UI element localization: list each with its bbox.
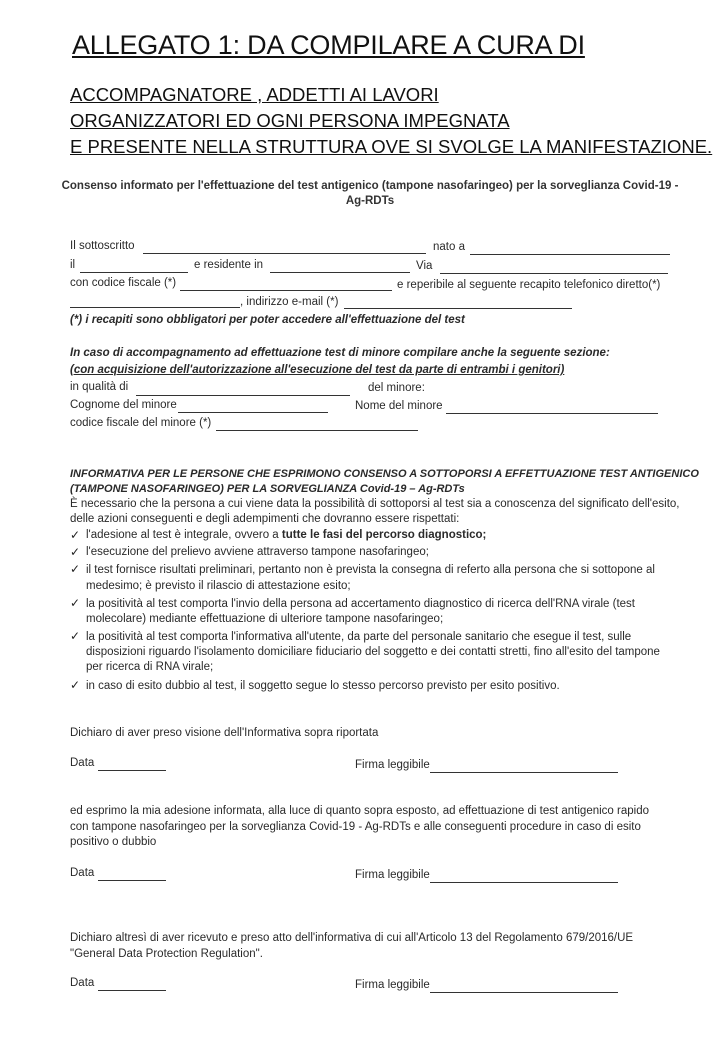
declaration-3-line-1: Dichiaro altresì di aver ricevuto e preso atto dell'informativa di cui all'Articolo 13 del Regolamento 679/2016/UE — [70, 932, 634, 944]
informativa-item-4-line-1: la positività al test comporta l'invio della persona ad accertamento diagnostico di ricerca dell'RNA virale (test — [86, 598, 635, 610]
informativa-item-5-line-2: disposizioni riguardo l'isolamento domiciliare fiduciario del soggetto e dei contatti stretti, fino all'esito del tampone — [86, 646, 660, 658]
field-qualita[interactable] — [136, 395, 350, 396]
field-nome-minore[interactable] — [446, 413, 658, 414]
field-data-3[interactable] — [98, 990, 166, 991]
field-data-1[interactable] — [98, 770, 166, 771]
consent-title-line-2: Ag-RDTs — [345, 195, 395, 207]
check-icon: ✓ — [70, 596, 81, 610]
document-title: ALLEGATO 1: DA COMPILARE A CURA DI — [72, 30, 585, 60]
label-residente-in: e residente in — [194, 259, 264, 271]
field-firma-1[interactable] — [430, 772, 618, 773]
label-qualita: in qualità di — [70, 381, 129, 393]
check-icon: ✓ — [70, 562, 81, 576]
label-via: Via — [416, 260, 433, 272]
field-firma-2[interactable] — [430, 882, 618, 883]
label-nato-a: nato a — [433, 241, 465, 253]
informativa-heading-line-2: (TAMPONE NASOFARINGEO) PER LA SORVEGLIANZA Covid-19 – Ag-RDTs — [70, 483, 465, 495]
informativa-item-5-line-1: la positività al test comporta l'informativa all'utente, da parte del personale sanitario che esegue il test, sulle — [86, 631, 632, 643]
check-icon: ✓ — [70, 629, 81, 643]
label-firma-2: Firma leggibile — [355, 869, 430, 881]
label-email: , indirizzo e-mail (*) — [240, 296, 339, 308]
declaration-3-line-2: "General Data Protection Regulation". — [70, 948, 263, 960]
header-line-4: E PRESENTE NELLA STRUTTURA OVE SI SVOLGE LA MANIFESTAZIONE. — [70, 136, 713, 157]
check-icon: ✓ — [70, 678, 81, 692]
informativa-item-4-line-2: molecolare) mediante effettuazione di ulteriore tampone nasofaringeo; — [86, 613, 444, 625]
field-cognome-minore[interactable] — [178, 412, 328, 413]
field-firma-3[interactable] — [430, 992, 618, 993]
consent-title-line-1: Consenso informato per l'effettuazione del test antigenico (tampone nasofaringeo) per la sorveglianza Covid-19 - — [61, 180, 679, 192]
declaration-2-line-2: con tampone nasofaringeo per la sorveglianza Covid-19 - Ag-RDTs e alle conseguenti procedure in caso di esito — [70, 821, 641, 833]
label-del-minore: del minore: — [368, 382, 425, 394]
informativa-item-6: in caso di esito dubbio al test, il soggetto segue lo stesso percorso previsto per esito positivo. — [86, 680, 560, 692]
field-cf-minore[interactable] — [216, 430, 418, 431]
label-nome-minore: Nome del minore — [355, 400, 443, 412]
field-email[interactable] — [344, 308, 572, 309]
informativa-intro-line-1: È necessario che la persona a cui viene data la possibilità di sottoporsi al test sia a conoscenza del significato dell'esito, — [70, 498, 680, 510]
label-firma-1: Firma leggibile — [355, 759, 430, 771]
informativa-item-1 — [86, 529, 486, 541]
item-1-bold-text: tutte le fasi del percorso diagnostico; — [281, 529, 487, 541]
field-residenza[interactable] — [270, 272, 410, 273]
label-data-1: Data — [70, 757, 95, 769]
minor-section-subheading: (con acquisizione dell'autorizzazione all'esecuzione del test da parte di entrambi i genitori) — [70, 364, 565, 376]
informativa-item-2: l'esecuzione del prelievo avviene attraverso tampone nasofaringeo; — [86, 546, 429, 558]
informativa-item-5-line-3: per ricerca di RNA virale; — [86, 661, 214, 673]
field-codice-fiscale[interactable] — [180, 290, 392, 291]
declaration-2-line-1: ed esprimo la mia adesione informata, alla luce di quanto sopra esposto, ad effettuazione di test antigenico rapido — [70, 805, 649, 817]
field-telefono[interactable] — [70, 307, 240, 308]
declaration-1: Dichiaro di aver preso visione dell'Informativa sopra riportata — [70, 727, 379, 739]
field-nato-a[interactable] — [470, 254, 670, 255]
label-il: il — [70, 259, 76, 271]
field-via[interactable] — [440, 273, 668, 274]
required-note: (*) i recapiti sono obbligatori per poter accedere all'effettuazione del test — [70, 314, 465, 326]
label-firma-3: Firma leggibile — [355, 979, 430, 991]
check-icon: ✓ — [70, 528, 81, 542]
informativa-item-3-line-2: medesimo; è previsto il rilascio di attestazione esito; — [86, 580, 351, 592]
label-codice-fiscale: con codice fiscale (*) — [70, 277, 177, 289]
informativa-item-3-line-1: il test fornisce risultati preliminari, pertanto non è prevista la consegna di referto alla persona che si sottopone al — [86, 564, 655, 576]
item-1-text: l'adesione al test è integrale, ovvero a — [86, 529, 282, 541]
label-sottoscritto: Il sottoscritto — [70, 240, 135, 252]
label-cf-minore: codice fiscale del minore (*) — [70, 417, 212, 429]
declaration-2-line-3: positivo o dubbio — [70, 836, 157, 848]
label-data-2: Data — [70, 867, 95, 879]
label-cognome-minore: Cognome del minore — [70, 399, 177, 411]
field-sottoscritto[interactable] — [143, 253, 426, 254]
field-data-2[interactable] — [98, 880, 166, 881]
minor-section-heading: In caso di accompagnamento ad effettuazione test di minore compilare anche la seguente sezione: — [70, 347, 610, 359]
header-line-2: ACCOMPAGNATORE , ADDETTI AI LAVORI — [70, 84, 439, 105]
label-data-3: Data — [70, 977, 95, 989]
informativa-intro-line-2: delle azioni conseguenti e degli adempimenti che dovranno essere rispettati: — [70, 513, 460, 525]
field-data-nascita[interactable] — [80, 272, 188, 273]
header-line-3: ORGANIZZATORI ED OGNI PERSONA IMPEGNATA — [70, 110, 510, 131]
label-reperibile: e reperibile al seguente recapito telefonico diretto(*) — [397, 279, 661, 291]
informativa-heading-line-1: INFORMATIVA PER LE PERSONE CHE ESPRIMONO CONSENSO A SOTTOPORSI A EFFETTUAZIONE TEST ANTIGENICO — [70, 468, 699, 480]
check-icon: ✓ — [70, 545, 81, 559]
